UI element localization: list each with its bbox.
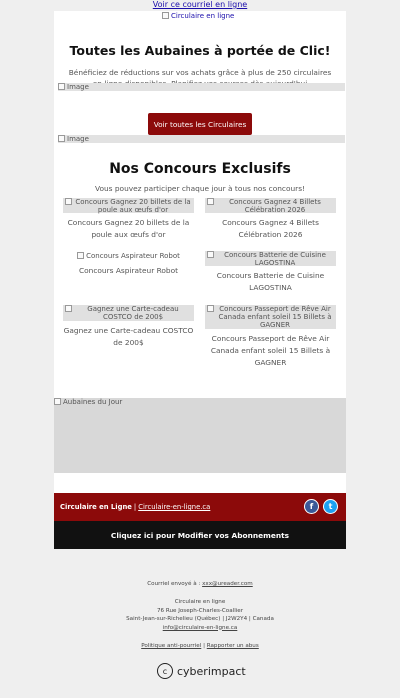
site-link[interactable]: Circulaire-en-ligne.ca <box>138 503 211 511</box>
report-abuse-link[interactable]: Rapporter un abus <box>206 643 259 649</box>
broken-image-icon <box>65 305 72 312</box>
address-block: Circulaire en ligne 76 Rue Joseph-Charles-Coallier Saint-Jean-sur-Richelieu (Québec) | J2W2Y4 | Canada info@circulaire-en-ligne.ca <box>0 598 400 632</box>
cyberimpact-logo[interactable]: c cyberimpact <box>157 662 246 680</box>
contests-banner-image: Image <box>58 135 345 143</box>
contest-image[interactable]: Concours Gagnez 20 billets de la poule aux œufs d'or <box>63 198 194 213</box>
broken-image-icon <box>77 252 84 259</box>
footer-brand: Circulaire en Ligne | Circulaire-en-ligne.ca <box>60 503 211 511</box>
contest-item[interactable] <box>63 252 194 277</box>
contest-image[interactable]: Concours Batterie de Cuisine LAGOSTINA <box>205 251 336 266</box>
broken-image-icon <box>162 12 169 19</box>
contest-item[interactable] <box>63 305 194 349</box>
footer-bar <box>54 493 346 521</box>
sent-to-line: Courriel envoyé à : xxx@ureader.com <box>147 581 253 587</box>
broken-image-icon <box>58 135 65 142</box>
antispam-policy-link[interactable]: Politique anti-pourriel <box>141 643 202 649</box>
contest-item[interactable] <box>63 198 194 241</box>
broken-image-icon <box>54 398 61 405</box>
intro-title: Toutes les Aubaines à portée de Clic! <box>69 43 331 58</box>
legal-links: Politique anti-pourriel | Rapporter un abus <box>141 643 259 649</box>
view-online-link[interactable]: Voir ce courriel en ligne <box>152 0 248 9</box>
broken-image-icon <box>207 305 214 312</box>
contest-caption[interactable]: Concours Passeport de Rêve Air Canada enfant soleil 15 Billets à GAGNER <box>210 334 331 367</box>
daily-deals-image[interactable]: Aubaines du Jour <box>54 398 346 473</box>
contests-subtitle: Vous pouvez participer chaque jour à tous nos concours! <box>94 184 306 193</box>
contest-item[interactable] <box>205 251 336 294</box>
contest-caption[interactable]: Concours Aspirateur Robot <box>78 266 179 275</box>
contest-item[interactable] <box>205 198 336 241</box>
broken-image-icon <box>65 198 72 205</box>
contest-image[interactable]: Concours Gagnez 4 Billets Célébration 2026 <box>205 198 336 213</box>
broken-image-icon <box>207 251 214 258</box>
contest-caption[interactable]: Concours Gagnez 4 Billets Célébration 2026 <box>222 218 319 239</box>
recipient-email[interactable]: xxx@ureader.com <box>202 581 253 587</box>
contest-caption[interactable]: Concours Gagnez 20 billets de la poule aux œufs d'or <box>67 218 190 239</box>
contest-image[interactable]: Concours Passeport de Rêve Air Canada enfant soleil 15 Billets à GAGNER <box>205 305 336 329</box>
broken-image-icon <box>58 83 65 90</box>
contests-title: Nos Concours Exclusifs <box>109 161 291 177</box>
contest-image[interactable]: Gagnez une Carte-cadeau COSTCO de 200$ <box>63 305 194 321</box>
intro-image: Image <box>58 83 345 91</box>
contest-caption[interactable]: Gagnez une Carte-cadeau COSTCO de 200$ <box>63 326 194 347</box>
contest-image[interactable]: Concours Aspirateur Robot <box>63 252 194 261</box>
contest-item[interactable] <box>205 305 336 369</box>
view-all-circulars-button[interactable]: Voir toutes les Circulaires <box>148 113 252 135</box>
twitter-icon[interactable]: t <box>323 499 338 514</box>
contact-email-link[interactable]: info@circulaire-en-ligne.ca <box>162 624 238 631</box>
facebook-icon[interactable]: f <box>304 499 319 514</box>
cyberimpact-mark-icon: c <box>157 663 173 679</box>
broken-image-icon <box>207 198 214 205</box>
contest-caption[interactable]: Concours Batterie de Cuisine LAGOSTINA <box>216 271 325 292</box>
manage-subscriptions-button[interactable]: Cliquez ici pour Modifier vos Abonnements <box>54 521 346 549</box>
logo-image[interactable]: Circulaire en ligne <box>162 12 242 22</box>
intro-text: Bénéficiez de réductions sur vos achats grâce à plus de 250 circulaires <box>68 68 332 77</box>
